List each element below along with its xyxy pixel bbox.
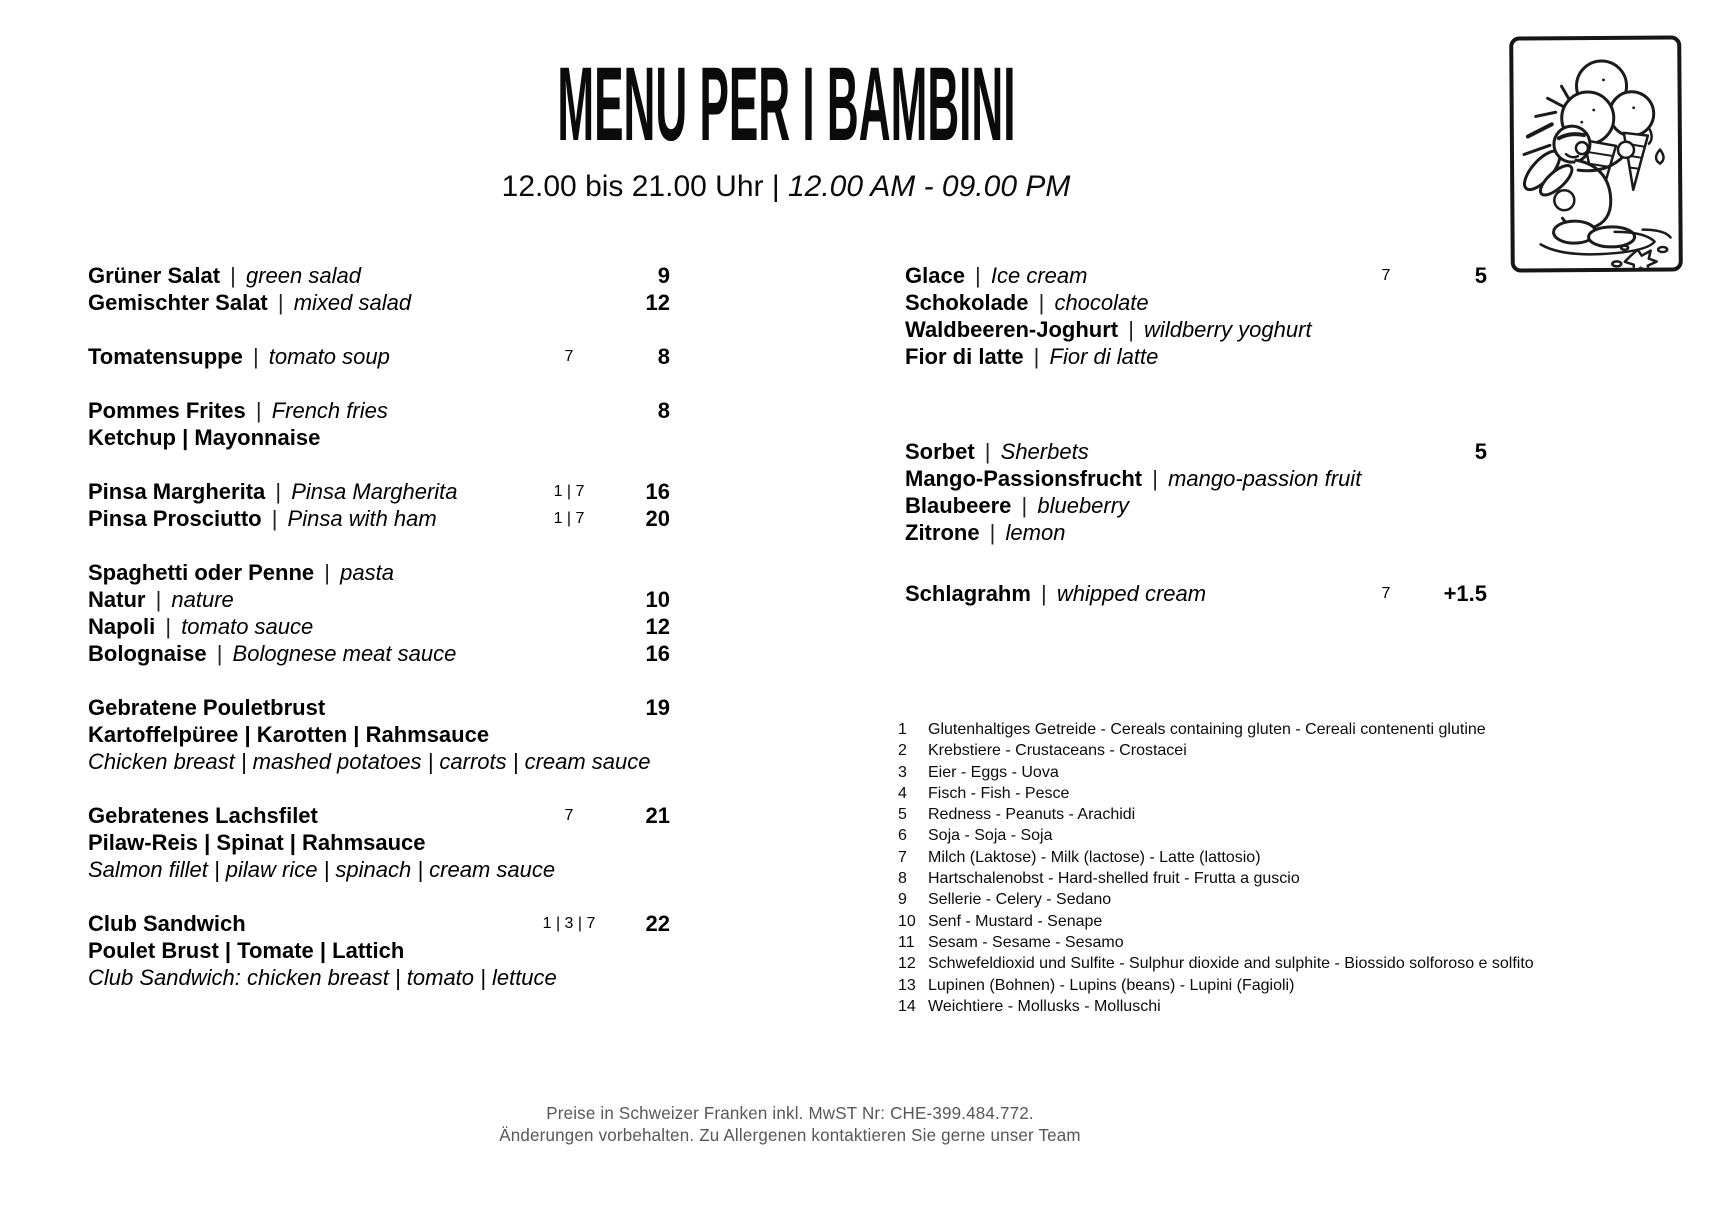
menu-item-name-german: Glace (905, 263, 965, 288)
opening-hours-local: 12.00 bis 21.00 Uhr | (501, 170, 788, 203)
menu-item-name-english: green salad (246, 263, 361, 288)
menu-item-name-english: mixed salad (293, 290, 412, 315)
menu-item-name-german: Mango-Passionsfrucht (905, 466, 1143, 491)
menu-item-name-german: Grüner Salat (88, 263, 221, 288)
allergen-number: 7 (898, 848, 907, 866)
menu-item-separator: | (1146, 466, 1165, 491)
allergen-number: 6 (898, 827, 907, 845)
menu-item-name-english: tomato soup (268, 344, 390, 369)
menu-section (88, 559, 670, 667)
menu-item-price: 8 (657, 398, 670, 423)
dessert-block-sorbet (905, 438, 1487, 546)
allergen-legend-row (898, 911, 1534, 932)
allergen-text: Eier - Eggs - Uova (928, 763, 1059, 781)
menu-item-allergens: 7 (1381, 267, 1391, 284)
allergen-legend-row (898, 975, 1534, 996)
allergen-legend (898, 719, 1534, 1017)
menu-item-description-english: Salmon fillet | pilaw rice | spinach | cream sauce (88, 857, 556, 882)
menu-item-name-english: Sherbets (1000, 439, 1089, 464)
menu-item-line (905, 519, 1487, 546)
allergen-text: Schwefeldioxid und Sulfite - Sulphur dioxide and sulphite - Biossido solforoso e solfito (928, 955, 1534, 973)
allergen-number: 10 (898, 912, 916, 930)
menu-item-line (905, 289, 1487, 316)
footer-allergen-note: Änderungen vorbehalten. Zu Allergenen kontaktieren Sie gerne unser Team (499, 1124, 1081, 1145)
menu-item-line (88, 640, 670, 667)
allergen-number: 12 (898, 955, 916, 973)
menu-item-name-english: pasta (340, 560, 394, 585)
menu-item-allergens: 7 (1381, 585, 1391, 602)
footer-price-note: Preise in Schweizer Franken inkl. MwST Nr: CHE-399.484.772. (546, 1103, 1034, 1123)
menu-item-price: 16 (645, 641, 670, 666)
opening-hours-english: 12.00 AM - 09.00 PM (787, 170, 1071, 203)
allergen-legend-row (898, 847, 1534, 868)
menu-item-separator: | (149, 587, 168, 612)
menu-item-name-german: Gemischter Salat (88, 290, 268, 315)
menu-item-name-german: Spaghetti oder Penne (88, 560, 315, 585)
menu-item-price: 8 (657, 344, 670, 369)
menu-section (88, 802, 670, 883)
menu-item-description-english: Club Sandwich: chicken breast | tomato | lettuce (88, 965, 557, 990)
bunny-ice-cream-drawing (1513, 39, 1679, 268)
dessert-block-glace (905, 262, 1487, 370)
menu-item-price: 16 (645, 479, 670, 504)
menu-item-name-german: Poulet Brust | Tomate | Lattich (88, 938, 405, 963)
menu-item-separator: | (1015, 493, 1034, 518)
menu-item-name-english: French fries (271, 398, 388, 423)
menu-item-allergens: 1 | 3 | 7 (542, 915, 596, 932)
menu-item-price: 21 (645, 803, 670, 828)
menu-item-price: 10 (645, 587, 670, 612)
allergen-number: 11 (898, 933, 915, 951)
allergen-legend-row (898, 740, 1534, 761)
menu-item-name-german: Gebratenes Lachsfilet (88, 803, 318, 828)
allergen-number: 1 (898, 721, 907, 738)
menu-item-line (88, 856, 670, 883)
menu-item-name-english: blueberry (1037, 493, 1130, 518)
menu-item-name-german: Kartoffelpüree | Karotten | Rahmsauce (88, 722, 490, 747)
menu-section (88, 343, 670, 370)
menu-item-name-english: wildberry yoghurt (1144, 317, 1312, 342)
menu-item-name-english: nature (171, 587, 234, 612)
allergen-number: 13 (898, 976, 916, 994)
page-title-wrap (0, 46, 1572, 163)
menu-item-name-german: Blaubeere (905, 493, 1012, 518)
allergen-text: Senf - Mustard - Senape (928, 912, 1103, 930)
menu-item-allergens: 7 (564, 807, 574, 824)
menu-item-name-german: Zitrone (905, 520, 980, 545)
allergen-text: Krebstiere - Crustaceans - Crostacei (928, 742, 1187, 760)
menu-item-name-english: chocolate (1054, 290, 1149, 315)
menu-left-column (88, 262, 670, 1018)
menu-item-separator: | (224, 263, 242, 288)
menu-item-separator: | (265, 506, 284, 531)
menu-item-name-german: Pilaw-Reis | Spinat | Rahmsauce (88, 830, 426, 855)
menu-item-separator: | (271, 290, 290, 315)
allergen-legend-row (898, 889, 1534, 910)
menu-item-line (88, 478, 670, 505)
allergen-text: Soja - Soja - Soja (928, 827, 1053, 845)
allergen-text: Glutenhaltiges Getreide - Cereals containing gluten - Cereali contenenti glutine (928, 721, 1486, 738)
menu-item-price: 5 (1474, 263, 1487, 288)
menu-item-name-german: Schokolade (905, 290, 1029, 315)
menu-item-line (88, 289, 670, 316)
menu-item-line (88, 424, 670, 451)
menu-item-price: 5 (1474, 439, 1487, 464)
allergen-legend-row (898, 996, 1534, 1017)
menu-item-name-german: Waldbeeren-Joghurt (905, 317, 1119, 342)
allergen-number: 8 (898, 870, 907, 888)
menu-item-line (88, 937, 670, 964)
menu-item-price: 19 (645, 695, 670, 720)
menu-item-line (88, 748, 670, 775)
allergen-legend-row (898, 932, 1534, 953)
allergen-text: Hartschalenobst - Hard-shelled fruit - Frutta a guscio (928, 870, 1300, 888)
menu-item-name-english: mango-passion fruit (1168, 466, 1362, 491)
allergen-number: 3 (898, 763, 907, 781)
menu-item-name-german: Fior di latte (905, 344, 1024, 369)
allergen-text: Sesam - Sesame - Sesamo (928, 933, 1124, 951)
allergen-legend-row (898, 825, 1534, 846)
menu-item-separator: | (249, 398, 268, 423)
menu-item-line (88, 802, 670, 829)
allergen-legend-row (898, 762, 1534, 783)
menu-item-separator: | (318, 560, 337, 585)
menu-item-name-english: whipped cream (1056, 581, 1207, 606)
menu-item-name-english: Pinsa with ham (287, 506, 437, 531)
menu-item-line (88, 613, 670, 640)
menu-item-name-german: Sorbet (905, 439, 975, 464)
menu-item-separator: | (1034, 581, 1053, 606)
menu-item-line (88, 343, 670, 370)
menu-item-name-german: Bolognaise (88, 641, 207, 666)
menu-item-name-english: Ice cream (990, 263, 1088, 288)
allergen-text: Lupinen (Bohnen) - Lupins (beans) - Lupini (Fagioli) (928, 976, 1295, 994)
menu-section (88, 397, 670, 451)
menu-item-line (905, 343, 1487, 370)
allergen-text: Fisch - Fish - Pesce (928, 784, 1070, 802)
allergen-legend-row (898, 804, 1534, 825)
page-title: MENU PER I BAMBINI (556, 46, 1016, 163)
menu-item-line (88, 505, 670, 532)
menu-item-name-german: Pinsa Margherita (88, 479, 266, 504)
menu-item-separator: | (1027, 344, 1046, 369)
menu-section (88, 694, 670, 775)
menu-item-line (905, 316, 1487, 343)
menu-item-price: 22 (645, 911, 670, 936)
menu-item-name-german: Schlagrahm (905, 581, 1031, 606)
menu-item-price: 12 (645, 614, 670, 639)
menu-item-separator: | (983, 520, 1002, 545)
menu-item-allergens: 1 | 7 (553, 483, 585, 500)
menu-item-line (88, 829, 670, 856)
menu-item-name-german: Ketchup | Mayonnaise (88, 425, 321, 450)
opening-hours (0, 170, 1572, 204)
allergen-number: 9 (898, 891, 907, 909)
allergen-text: Milch (Laktose) - Milk (lactose) - Latte (lattosio) (928, 848, 1261, 866)
menu-item-price: 12 (645, 290, 670, 315)
menu-item-name-english: Fior di latte (1049, 344, 1159, 369)
menu-section (88, 478, 670, 532)
menu-item-price: 20 (645, 506, 670, 531)
menu-item-name-english: tomato sauce (181, 614, 314, 639)
menu-item-description-english: Chicken breast | mashed potatoes | carrots | cream sauce (88, 749, 651, 774)
menu-item-separator: | (269, 479, 288, 504)
menu-item-allergens: 1 | 7 (553, 510, 585, 527)
allergen-legend-row (898, 783, 1534, 804)
menu-item-line (905, 465, 1487, 492)
menu-item-line (88, 586, 670, 613)
menu-item-separator: | (978, 439, 997, 464)
menu-item-line (905, 580, 1487, 607)
menu-item-separator: | (968, 263, 987, 288)
allergen-legend-row (898, 868, 1534, 889)
menu-item-name-english: Bolognese meat sauce (232, 641, 457, 666)
menu-item-name-german: Tomatensuppe (88, 344, 243, 369)
menu-item-separator: | (246, 344, 265, 369)
menu-item-line (88, 964, 670, 991)
allergen-text: Redness - Peanuts - Arachidi (928, 806, 1136, 824)
allergen-text: Sellerie - Celery - Sedano (928, 891, 1112, 909)
menu-item-line (88, 721, 670, 748)
menu-item-separator: | (1032, 290, 1051, 315)
menu-item-separator: | (1122, 317, 1141, 342)
menu-item-separator: | (210, 641, 229, 666)
allergen-legend-row (898, 719, 1534, 740)
menu-section (88, 910, 670, 991)
menu-item-name-german: Pinsa Prosciutto (88, 506, 262, 531)
menu-item-line (905, 492, 1487, 519)
menu-item-name-english: lemon (1005, 520, 1066, 545)
menu-item-separator: | (159, 614, 178, 639)
footer (0, 1103, 1580, 1146)
menu-item-price: 9 (657, 263, 670, 288)
menu-item-line (88, 910, 670, 937)
allergen-legend-row (898, 953, 1534, 974)
menu-item-name-german: Napoli (88, 614, 156, 639)
menu-item-line (88, 694, 670, 721)
menu-item-line (905, 262, 1487, 289)
allergen-text: Weichtiere - Mollusks - Molluschi (928, 997, 1161, 1015)
allergen-number: 4 (898, 784, 907, 802)
menu-item-line (905, 438, 1487, 465)
allergen-number: 5 (898, 806, 907, 824)
menu-item-name-english: Pinsa Margherita (291, 479, 458, 504)
menu-item-allergens: 7 (564, 348, 574, 365)
allergen-number: 14 (898, 997, 916, 1015)
dessert-block-whipped-cream (905, 580, 1487, 607)
menu-item-name-german: Gebratene Pouletbrust (88, 695, 326, 720)
menu-item-line (88, 559, 670, 586)
menu-item-line (88, 262, 670, 289)
menu-section (88, 262, 670, 316)
bunny-ice-cream-illustration (1509, 35, 1683, 272)
menu-item-name-german: Club Sandwich (88, 911, 246, 936)
menu-item-name-german: Natur (88, 587, 146, 612)
menu-item-name-german: Pommes Frites (88, 398, 246, 423)
menu-item-price: +1.5 (1443, 581, 1487, 606)
menu-item-line (88, 397, 670, 424)
allergen-number: 2 (898, 742, 907, 760)
